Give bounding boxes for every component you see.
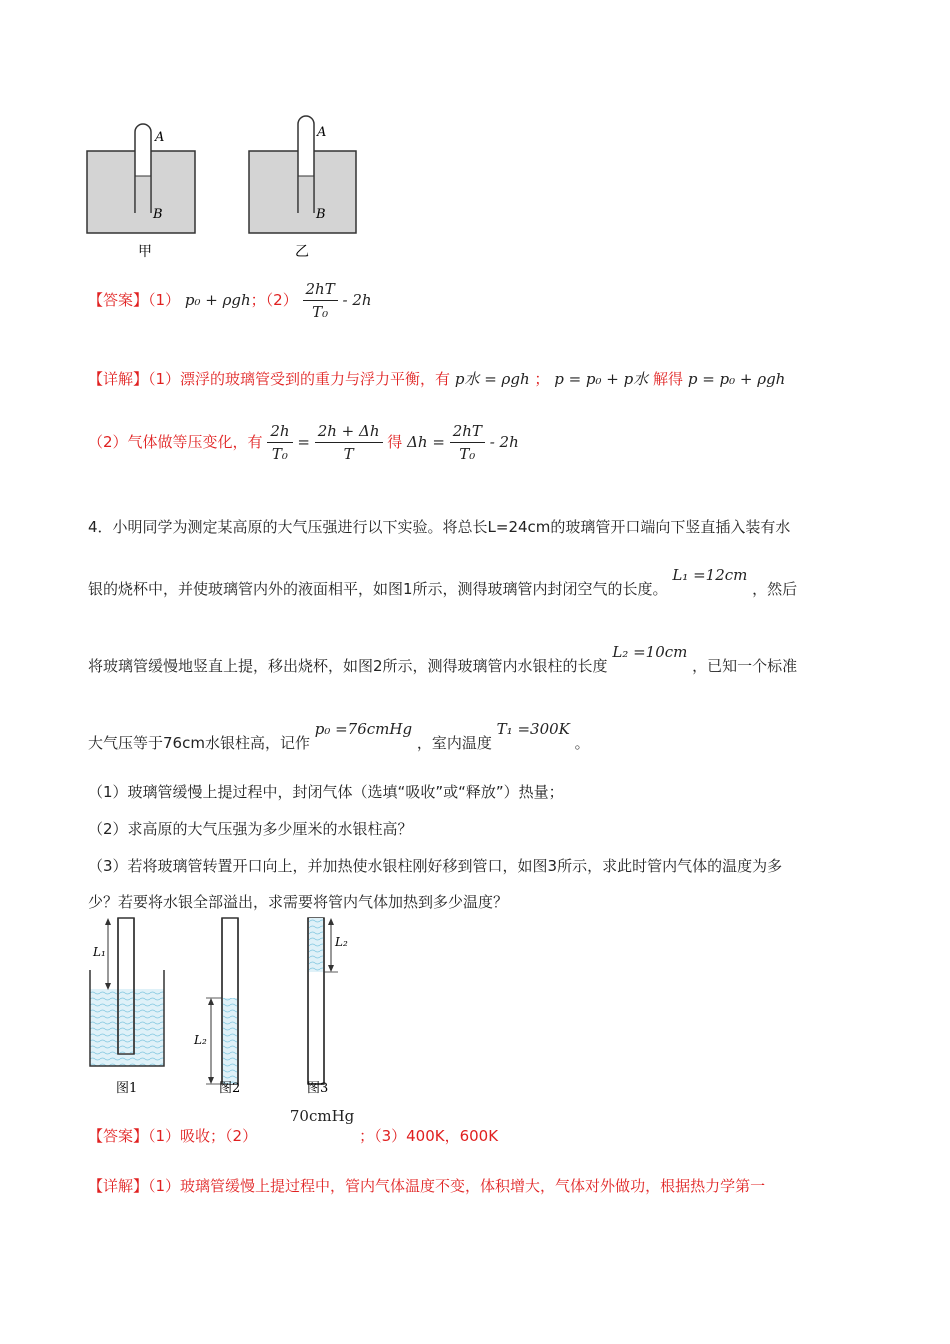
answer2-part1: （1）吸收；（2） [148, 1127, 258, 1145]
q4-p0: p₀ =76cmHg [314, 720, 413, 738]
answer-sep: ； [250, 291, 266, 309]
detail-fraction2: $\frac{2h + \Delta h}{T}$ [315, 422, 383, 463]
fig3-caption: 图3 [307, 1081, 329, 1096]
q4-line3b: ，已知一个标准 [692, 657, 798, 675]
detail-tag: 【详解】 [88, 370, 149, 388]
answer-expr1: p₀ + ρgh [184, 291, 251, 309]
fig2-caption: 图2 [219, 1081, 241, 1096]
detail-text4: 得 [387, 433, 403, 451]
q4-sub2: （2）求高原的大气压强为多少厘米的水银柱高？ [88, 820, 413, 838]
fig1-caption: 图1 [116, 1081, 138, 1096]
detail-2 [88, 1175, 765, 1196]
fig3-l2-label: L₂ [335, 935, 348, 949]
detail-eq-sign: = [297, 433, 310, 451]
answer2-value: 70cmHg [289, 1107, 355, 1125]
q4-sub1: （1）玻璃管缓慢上提过程中，封闭气体（选填“吸收”或“释放”）热量； [88, 783, 564, 801]
detail-eq2: p = p₀ + p水 [554, 370, 649, 388]
fig2-l2-label: L₂ [194, 1033, 207, 1047]
answer-fraction: $\frac{2hT}{\text{T₀}}$ [303, 280, 338, 321]
detail2-text: （1）玻璃管缓慢上提过程中，管内气体温度不变，体积增大，气体对外做功，根据热力学第一 [148, 1177, 766, 1195]
label-b-jia: B [153, 207, 163, 222]
answer-2 [88, 1107, 499, 1146]
answer2-tag: 【答案】 [88, 1127, 149, 1145]
answer-tail: - 2h [342, 291, 372, 309]
caption-jia: 甲 [138, 244, 152, 260]
fig1-l1-label: L₁ [93, 945, 106, 959]
q4-line2a: 银的烧杯中，并使玻璃管内外的液面相平，如图1所示，测得玻璃管内封闭空气的长度。 [88, 580, 668, 598]
q4-line3 [88, 643, 798, 676]
label-a-yi: A [317, 125, 327, 140]
q4-line2 [88, 566, 798, 599]
caption-yi: 乙 [295, 244, 309, 260]
answer-1 [88, 280, 372, 321]
q4-line4b: ，室内温度 [416, 734, 492, 752]
detail2-tag: 【详解】 [88, 1177, 149, 1195]
q4-sub3a: （3）若将玻璃管转置开口向上，并加热使水银柱刚好移到管口，如图3所示，求此时管内气体的温度为多 [88, 857, 783, 875]
q4-line2b: ，然后 [752, 580, 798, 598]
detail-sep1: ； [534, 370, 550, 388]
detail-dh: Δh = [407, 433, 445, 451]
detail-fraction3: $\frac{2hT}{\text{T₀}}$ [450, 422, 485, 463]
detail-text3: （2）气体做等压变化，有 [88, 433, 263, 451]
figure-tubes-experiment [80, 912, 380, 1102]
detail-text1: （1）漂浮的玻璃管受到的重力与浮力平衡，有 [148, 370, 451, 388]
detail-eq1: p水 = ρgh [454, 370, 530, 388]
q4-line3a: 将玻璃管缓慢地竖直上提，移出烧杯，如图2所示，测得玻璃管内水银柱的长度 [88, 657, 608, 675]
detail-1-line1 [88, 368, 785, 389]
detail-tail: - 2h [489, 433, 519, 451]
figure-floating-tubes [80, 110, 380, 270]
answer-tag: 【答案】 [88, 291, 149, 309]
q4-line4c: 。 [574, 734, 590, 752]
answer-part2-label: （2） [265, 291, 298, 309]
q4-l1: L₁ =12cm [672, 566, 748, 584]
q4-line1: 4．小明同学为测定某高原的大气压强进行以下实验。将总长L=24cm的玻璃管开口端向下竖直插入装有水 [88, 518, 791, 536]
answer2-part3: ；（3）400K，600K [359, 1127, 499, 1145]
q4-t1: T₁ =300K [496, 720, 570, 738]
detail-text2: 解得 [653, 370, 684, 388]
q4-l2: L₂ =10cm [612, 643, 688, 661]
answer-part1-label: （1） [148, 291, 181, 309]
q4-line4 [88, 720, 590, 753]
label-a-jia: A [155, 130, 165, 145]
label-b-yi: B [316, 207, 326, 222]
detail-fraction1: $\frac{2h}{\text{T₀}}$ [267, 422, 292, 463]
detail-1-line2 [88, 422, 519, 463]
q4-sub3b: 少？若要将水银全部溢出，求需要将管内气体加热到多少温度？ [88, 893, 509, 911]
detail-eq3: p = p₀ + ρgh [687, 370, 786, 388]
q4-line4a: 大气压等于76cm水银柱高，记作 [88, 734, 310, 752]
